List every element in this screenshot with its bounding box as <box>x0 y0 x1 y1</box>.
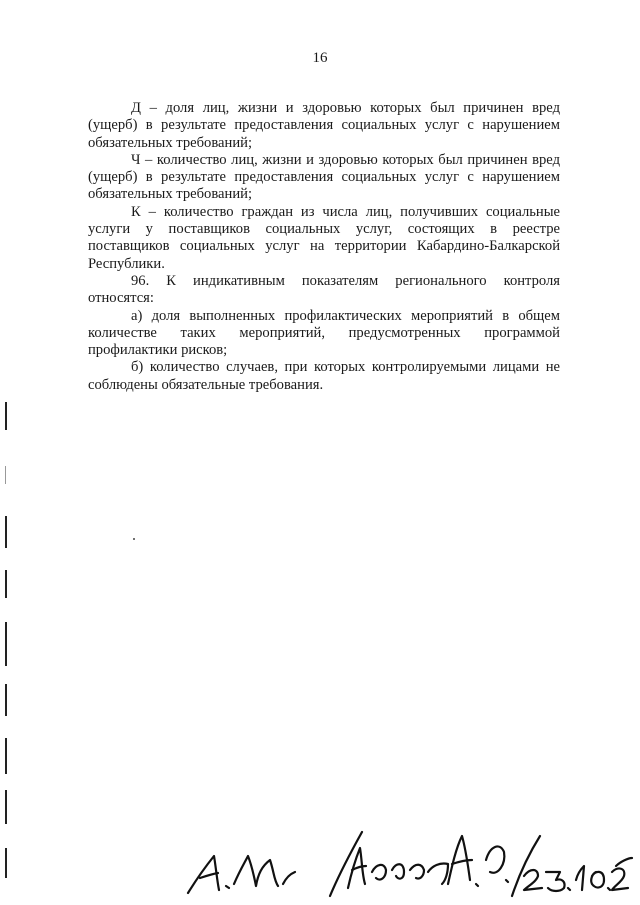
document-body <box>88 100 560 394</box>
paragraph-96-heading: 96. К индикативным показателям регионального контроля относятся: <box>88 272 560 307</box>
scan-edge-mark <box>5 516 7 548</box>
paragraph-item-b: б) количество случаев, при которых контролируемыми лицами не соблюдены обязательные требования. <box>88 359 560 393</box>
paragraph-d-definition: Д – доля лиц, жизни и здоровью которых был причинен вред (ущерб) в результате предоставления социальных услуг с нарушением обязательных требований; <box>88 100 560 151</box>
scan-edge-mark <box>5 622 7 666</box>
scan-edge-mark <box>5 402 7 430</box>
paragraph-ch-definition: Ч – количество лиц, жизни и здоровью которых был причинен вред (ущерб) в результате предоставления социальных услуг с нарушением обязательных требований; <box>88 151 560 203</box>
scan-edge-mark <box>5 684 7 716</box>
scan-edge-mark <box>5 848 7 878</box>
scan-edge-mark <box>5 466 6 484</box>
scan-edge-mark <box>5 570 7 598</box>
paragraph-item-a: а) доля выполненных профилактических мероприятий в общем количестве таких мероприятий, предусмотренных программой профилактики рисков; <box>88 307 560 359</box>
scan-edge-mark <box>5 738 7 774</box>
stray-dot <box>133 538 135 540</box>
page-number: 16 <box>312 50 328 66</box>
scan-edge-mark <box>5 790 7 824</box>
paragraph-k-definition: К – количество граждан из числа лиц, получивших социальные услуги у поставщиков социальных услуг, состоящих в реестре поставщиков социальных услуг на территории Кабардино-Балкарской Республики. <box>88 203 560 272</box>
